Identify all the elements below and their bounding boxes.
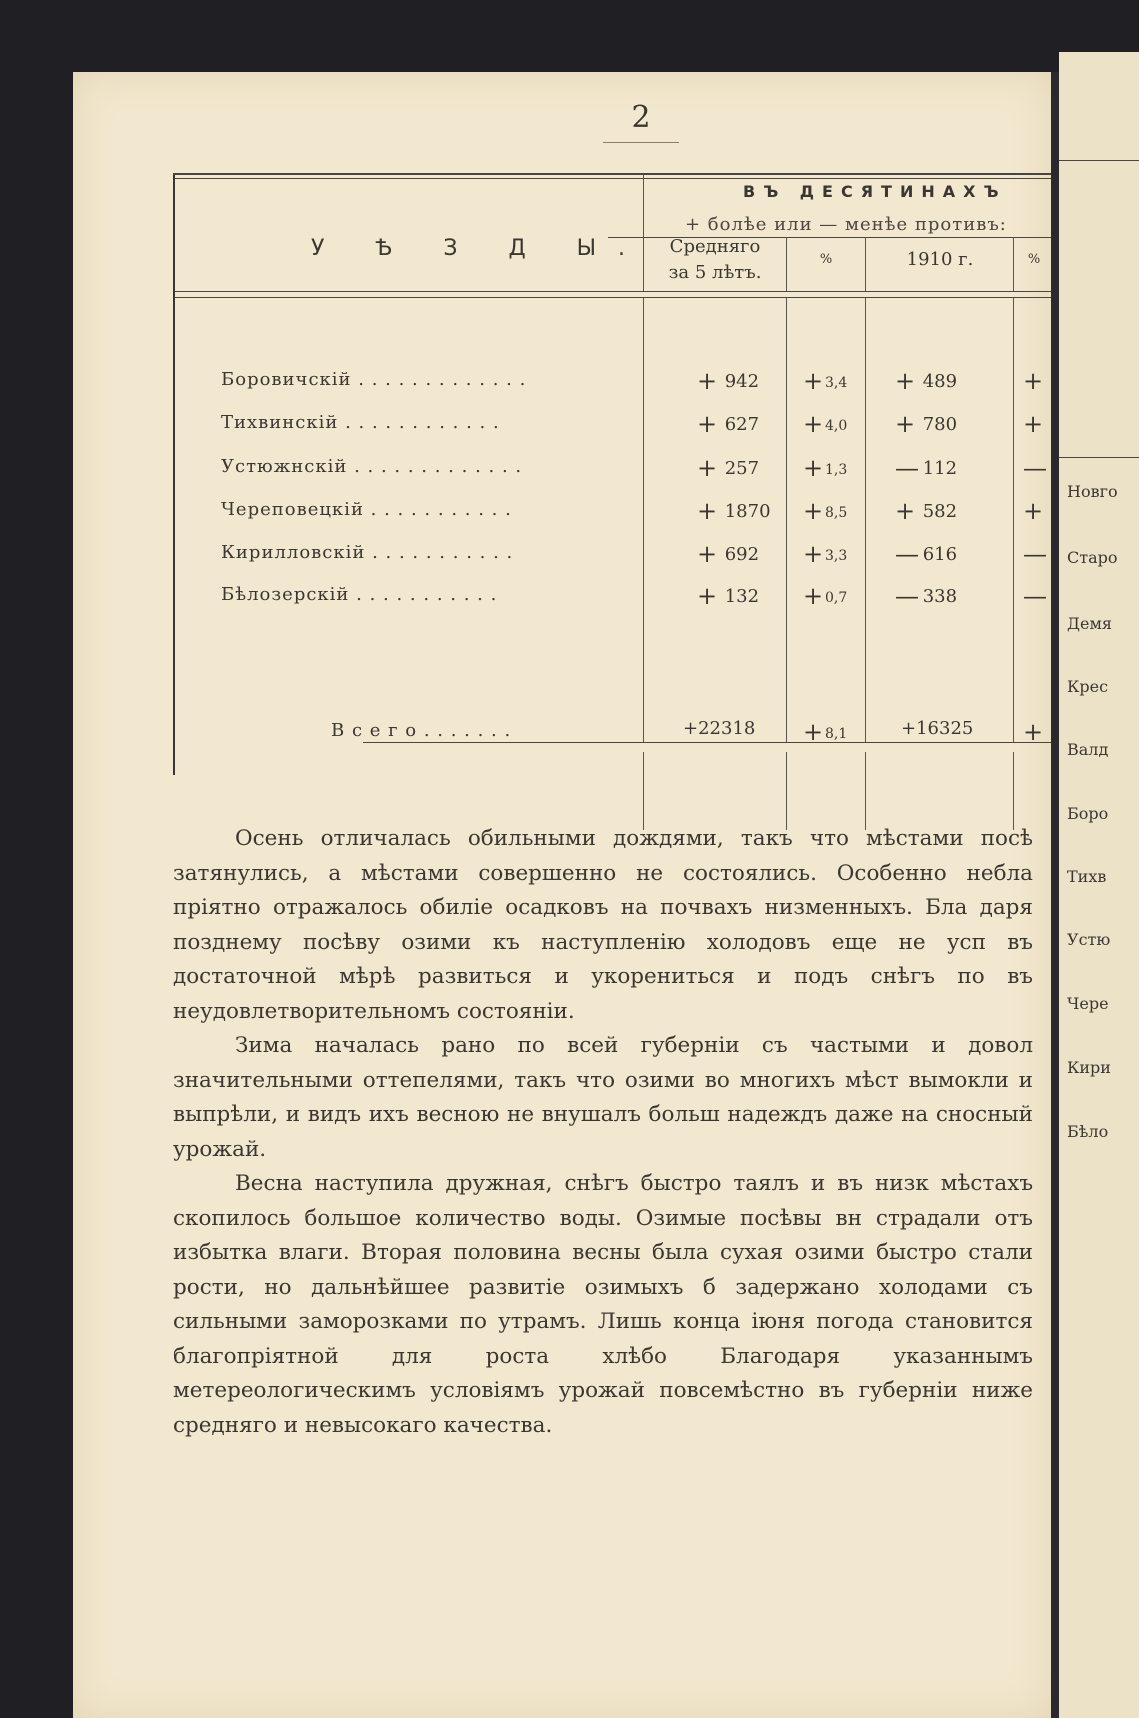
col-divider-4-total <box>1013 752 1014 830</box>
col-divider-main-header <box>643 175 644 291</box>
row-avg <box>697 540 759 568</box>
book-spine <box>1051 72 1059 1718</box>
page-number-flourish <box>603 142 679 143</box>
avg-sign: + <box>697 454 718 482</box>
row-1910 <box>895 410 957 438</box>
col-divider-2-total <box>786 752 787 830</box>
row-pct2 <box>1023 454 1045 482</box>
header-1910: 1910 г. <box>906 249 974 270</box>
col-divider-1 <box>643 298 644 742</box>
header-uezdy: У Ѣ З Д Ы. <box>311 236 648 261</box>
pct2-sign: — <box>1023 582 1047 610</box>
header-avg-5-years <box>659 234 771 286</box>
total-label: В с е г о . . . . . . . <box>331 720 512 741</box>
y1910-value: 112 <box>922 458 958 479</box>
total-pct2 <box>1023 718 1045 746</box>
row-name: Кирилловскій . . . . . . . . . . . <box>221 542 514 563</box>
facing-page-word: Демя <box>1067 614 1113 633</box>
facing-page-edge <box>1059 52 1139 1718</box>
avg-sign: + <box>697 582 718 610</box>
row-avg <box>697 410 759 438</box>
row-avg <box>697 367 759 395</box>
header-avg-line2: за 5 лѣтъ. <box>668 262 762 283</box>
facing-page-word: Тихв <box>1067 867 1107 886</box>
row-1910 <box>895 540 957 568</box>
row-1910 <box>895 454 957 482</box>
paragraph-autumn: Осень отличалась обильными дождями, такъ что мѣстами посѣ затянулись, а мѣстами совершенно не состоялись. Особенно небла пріятно отражалось обиліе осадковъ на почвахъ низменныхъ. Бла даря позднему посѣву озими къ наступленію холодовъ еще не усп въ достаточной мѣрѣ развиться и укорениться и подъ снѣгъ по въ неудовлетворительномъ состояніи. <box>173 826 1033 1024</box>
facing-page-word: Боро <box>1067 804 1109 823</box>
total-separator-rule <box>363 742 1051 743</box>
y1910-sign: + <box>895 367 916 395</box>
facing-page-word: Валд <box>1067 740 1109 759</box>
pct2-sign: — <box>1023 540 1047 568</box>
row-pct <box>803 410 847 438</box>
y1910-value: 582 <box>922 501 958 522</box>
col-divider-4-header <box>1013 237 1014 291</box>
total-pct <box>803 718 847 746</box>
row-pct2 <box>1023 367 1045 395</box>
y1910-value: 489 <box>922 371 958 392</box>
row-pct2 <box>1023 410 1045 438</box>
facing-page-word: Новго <box>1067 482 1118 501</box>
facing-page-word: Чере <box>1067 994 1109 1013</box>
col-divider-4 <box>1013 298 1014 742</box>
y1910-sign: — <box>895 454 919 482</box>
pct-value: 0,7 <box>825 590 848 606</box>
row-name: Бѣлозерскій . . . . . . . . . . . <box>221 584 498 605</box>
avg-value: 1870 <box>724 501 771 522</box>
total-1910: +16325 <box>901 718 974 739</box>
avg-value: 942 <box>724 371 760 392</box>
row-pct2 <box>1023 540 1045 568</box>
row-pct <box>803 497 847 525</box>
row-name: Боровичскій . . . . . . . . . . . . . <box>221 369 527 390</box>
table-top-rule <box>173 173 1051 175</box>
pct2-sign: — <box>1023 454 1047 482</box>
y1910-sign: + <box>895 410 916 438</box>
row-1910 <box>895 367 957 395</box>
header-percent: % <box>819 252 833 267</box>
pct-sign: + <box>803 497 824 525</box>
pct-sign: + <box>803 367 824 395</box>
avg-value: 257 <box>724 458 760 479</box>
total-pct-value: 8,1 <box>825 726 848 742</box>
header-bottom-rule-2 <box>175 297 1051 298</box>
table-top-rule-thin <box>173 178 1051 179</box>
header-bottom-rule <box>175 291 1051 292</box>
facing-page-word: Устю <box>1067 930 1111 949</box>
pct2-sign: + <box>1023 497 1044 525</box>
facing-page-word: Старо <box>1067 548 1118 567</box>
avg-value: 692 <box>724 544 760 565</box>
row-1910 <box>895 497 957 525</box>
facing-page-rule <box>1059 457 1139 458</box>
row-pct <box>803 582 847 610</box>
paragraph-winter: Зима началась рано по всей губерніи съ частыми и довол значительными оттепелями, такъ что озими во многихъ мѣст вымокли и выпрѣли, и видъ ихъ весною не внушалъ больш надеждъ даже на сносный урожай. <box>173 1033 1033 1162</box>
pct2-sign: + <box>1023 367 1044 395</box>
paragraph-spring: Весна наступила дружная, снѣгъ быстро таялъ и въ низк мѣстахъ скопилось большое количество воды. Озимые посѣвы вн страдали отъ избытка влаги. Вторая половина весны была сухая озими быстро стали рости, но дальнѣйшее развитіе озимыхъ б задержано холодами съ сильными заморозками по утрамъ. Лишь конца іюня погода становится благопріятной для роста хлѣбо Благодаря указаннымъ метереологическимъ условіямъ урожай повсемѣстно въ губерніи ниже средняго и невысокаго качества. <box>173 1171 1033 1438</box>
header-percent-2: % <box>1027 252 1041 267</box>
col-divider-3 <box>865 298 866 742</box>
y1910-value: 616 <box>922 544 958 565</box>
avg-value: 627 <box>724 414 760 435</box>
facing-page-word: Крес <box>1067 677 1109 696</box>
pct-value: 3,4 <box>825 375 848 391</box>
total-pct-sign: + <box>803 718 824 746</box>
y1910-value: 780 <box>922 414 958 435</box>
header-avg-line1: Средняго <box>669 236 761 257</box>
pct-sign: + <box>803 454 824 482</box>
pct-sign: + <box>803 540 824 568</box>
table-left-border <box>173 175 175 775</box>
pct-sign: + <box>803 582 824 610</box>
row-pct <box>803 540 847 568</box>
col-divider-2 <box>786 298 787 742</box>
y1910-sign: — <box>895 582 919 610</box>
total-avg: +22318 <box>683 718 756 739</box>
book-page <box>73 72 1051 1718</box>
y1910-sign: + <box>895 497 916 525</box>
pct-value: 8,5 <box>825 505 848 521</box>
col-divider-3-header <box>865 237 866 291</box>
body-text <box>173 822 1033 1443</box>
row-avg <box>697 454 759 482</box>
row-avg <box>697 582 759 610</box>
pct-value: 3,3 <box>825 548 848 564</box>
pct-value: 1,3 <box>825 462 848 478</box>
row-pct2 <box>1023 497 1045 525</box>
facing-page-word: Кири <box>1067 1058 1111 1077</box>
facing-page-top-rule <box>1059 160 1139 161</box>
col-divider-2-header <box>786 237 787 291</box>
header-v-desyatinakh: ВЪ ДЕСЯТИНАХЪ <box>743 182 1007 201</box>
row-pct2 <box>1023 582 1045 610</box>
row-name: Устюжнскій . . . . . . . . . . . . . <box>221 456 523 477</box>
col-divider-1-total <box>643 752 644 830</box>
header-more-less: + болѣе или — менѣе противъ: <box>685 214 1007 235</box>
row-pct <box>803 454 847 482</box>
pct-sign: + <box>803 410 824 438</box>
col-divider-3-total <box>865 752 866 830</box>
y1910-sign: — <box>895 540 919 568</box>
row-pct <box>803 367 847 395</box>
y1910-value: 338 <box>922 586 958 607</box>
pct-value: 4,0 <box>825 418 848 434</box>
avg-sign: + <box>697 540 718 568</box>
row-name: Череповецкій . . . . . . . . . . . <box>221 499 512 520</box>
avg-value: 132 <box>724 586 760 607</box>
avg-sign: + <box>697 497 718 525</box>
row-1910 <box>895 582 957 610</box>
total-pct2-sign: + <box>1023 718 1044 746</box>
avg-sign: + <box>697 410 718 438</box>
facing-page-word: Бѣло <box>1067 1122 1109 1141</box>
avg-sign: + <box>697 367 718 395</box>
page-number: 2 <box>631 100 651 135</box>
row-name: Тихвинскій . . . . . . . . . . . . <box>221 412 500 433</box>
row-avg <box>697 497 771 525</box>
pct2-sign: + <box>1023 410 1044 438</box>
